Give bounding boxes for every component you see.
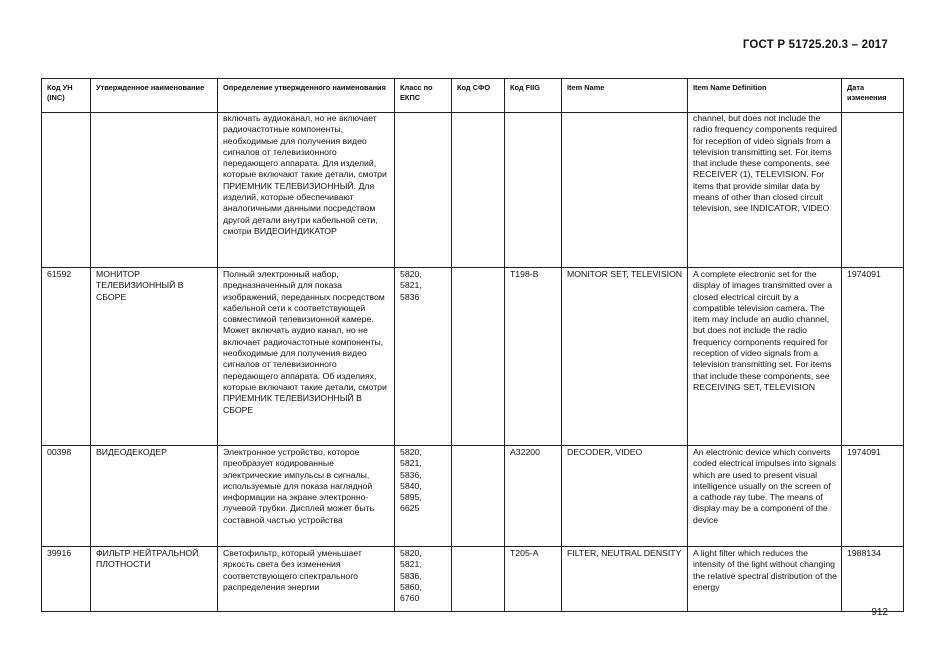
cell-fiig — [505, 113, 562, 268]
table-row — [42, 446, 904, 547]
cell-sfo — [452, 547, 505, 612]
document-title: ГОСТ Р 51725.20.3 – 2017 — [742, 39, 888, 51]
cell-item-name: DECODER, VIDEO — [562, 446, 688, 547]
cell-date: 1974091 — [842, 446, 904, 547]
cell-fiig: T205-A — [505, 547, 562, 612]
cell-fiig: A32200 — [505, 446, 562, 547]
cell-date: 1974091 — [842, 268, 904, 446]
cell-inc: 00398 — [42, 446, 91, 547]
cell-sfo — [452, 446, 505, 547]
classification-table — [41, 78, 904, 612]
column-header-name-ru: Утвержденное наименование — [91, 79, 218, 113]
cell-date — [842, 113, 904, 268]
cell-name-ru: МОНИТОР ТЕЛЕВИЗИОННЫЙ В СБОРЕ — [91, 268, 218, 446]
cell-inc — [42, 113, 91, 268]
cell-fiig: T198-B — [505, 268, 562, 446]
cell-name-ru — [91, 113, 218, 268]
cell-sfo — [452, 113, 505, 268]
column-header-date: Дата изменения — [842, 79, 904, 113]
cell-name-ru: ФИЛЬТР НЕЙТРАЛЬНОЙ ПЛОТНОСТИ — [91, 547, 218, 612]
column-header-ekps: Класс по ЕКПС — [395, 79, 452, 113]
cell-ekps: 5820, 5821, 5836, 5860, 6760 — [395, 547, 452, 612]
table-row — [42, 547, 904, 612]
cell-sfo — [452, 268, 505, 446]
table-row — [42, 113, 904, 268]
cell-definition-ru: включать аудиоканал, но не включает радиочастотные компоненты, необходимые для получения видео сигналов от телевизионного передающего аппарата. Для изделий, которые включают такие детали, смотри ПРИЕМНИК ТЕЛЕВИЗИОННЫЙ. Для изделий, которые обеспечивают аналогичными данными посредством другой детали внутри кабельной сети, смотри ВИДЕОИНДИКАТОР — [218, 113, 395, 268]
cell-definition-ru: Электронное устройство, которое преобразует кодированные электрические импульсы в сигналы, используемые для показа наглядной информации на экране электронно-лучевой трубки. Дисплей может быть составной частью устройства — [218, 446, 395, 547]
column-header-item-name: Item Name — [562, 79, 688, 113]
cell-definition-ru: Светофильтр, который уменьшает яркость света без изменения соответствующего спектрального распределения энергии — [218, 547, 395, 612]
cell-definition-en: channel, but does not include the radio frequency components required for reception of video signals from a television transmitting set. For items that include these components, see RECEIVER (1), TELEVISION. For items that provide similar data by means of other than closed circuit television, see INDICATOR, VIDEO — [688, 113, 842, 268]
cell-date: 1988134 — [842, 547, 904, 612]
column-header-definition-en: Item Name Definition — [688, 79, 842, 113]
table-row — [42, 268, 904, 446]
cell-definition-en: A complete electronic set for the display of images transmitted over a closed electrical circuit by a compatible television camera. The item may include an audio channel, but does not include the radio frequency components required for reception of video signals from a television transmitting set. For items that include these components, see RECEIVING SET, TELEVISION — [688, 268, 842, 446]
column-header-inc: Код УН (INC) — [42, 79, 91, 113]
column-header-fiig: Код FIIG — [505, 79, 562, 113]
cell-ekps — [395, 113, 452, 268]
cell-definition-en: An electronic device which converts coded electrical impulses into signals which are used to present visual intelligence usually on the screen of a cathode ray tube. The means of display may be a component of the device — [688, 446, 842, 547]
cell-name-ru: ВИДЕОДЕКОДЕР — [91, 446, 218, 547]
cell-item-name: MONITOR SET, TELEVISION — [562, 268, 688, 446]
cell-item-name — [562, 113, 688, 268]
cell-inc: 61592 — [42, 268, 91, 446]
cell-ekps: 5820, 5821, 5836 — [395, 268, 452, 446]
column-header-definition-ru: Определение утвержденного наименования — [218, 79, 395, 113]
cell-item-name: FILTER, NEUTRAL DENSITY — [562, 547, 688, 612]
cell-definition-en: A light filter which reduces the intensity of the light without changing the relative spectral distribution of the energy — [688, 547, 842, 612]
cell-ekps: 5820, 5821, 5836, 5840, 5895, 6625 — [395, 446, 452, 547]
table-header-row — [42, 79, 904, 113]
column-header-sfo: Код СФО — [452, 79, 505, 113]
cell-definition-ru: Полный электронный набор, предназначенный для показа изображений, переданных посредством кабельной сети к соответствующей совместимой телевизионной камере. Может включать аудио канал, но не включает радиочастотные компоненты, необходимые для получения видео сигналов от телевизионного передающего аппарата. Об изделиях, которые включают такие детали, смотри ПРИЕМНИК ТЕЛЕВИЗИОННЫЙ В СБОРЕ — [218, 268, 395, 446]
page-number: 912 — [871, 607, 888, 618]
cell-inc: 39916 — [42, 547, 91, 612]
